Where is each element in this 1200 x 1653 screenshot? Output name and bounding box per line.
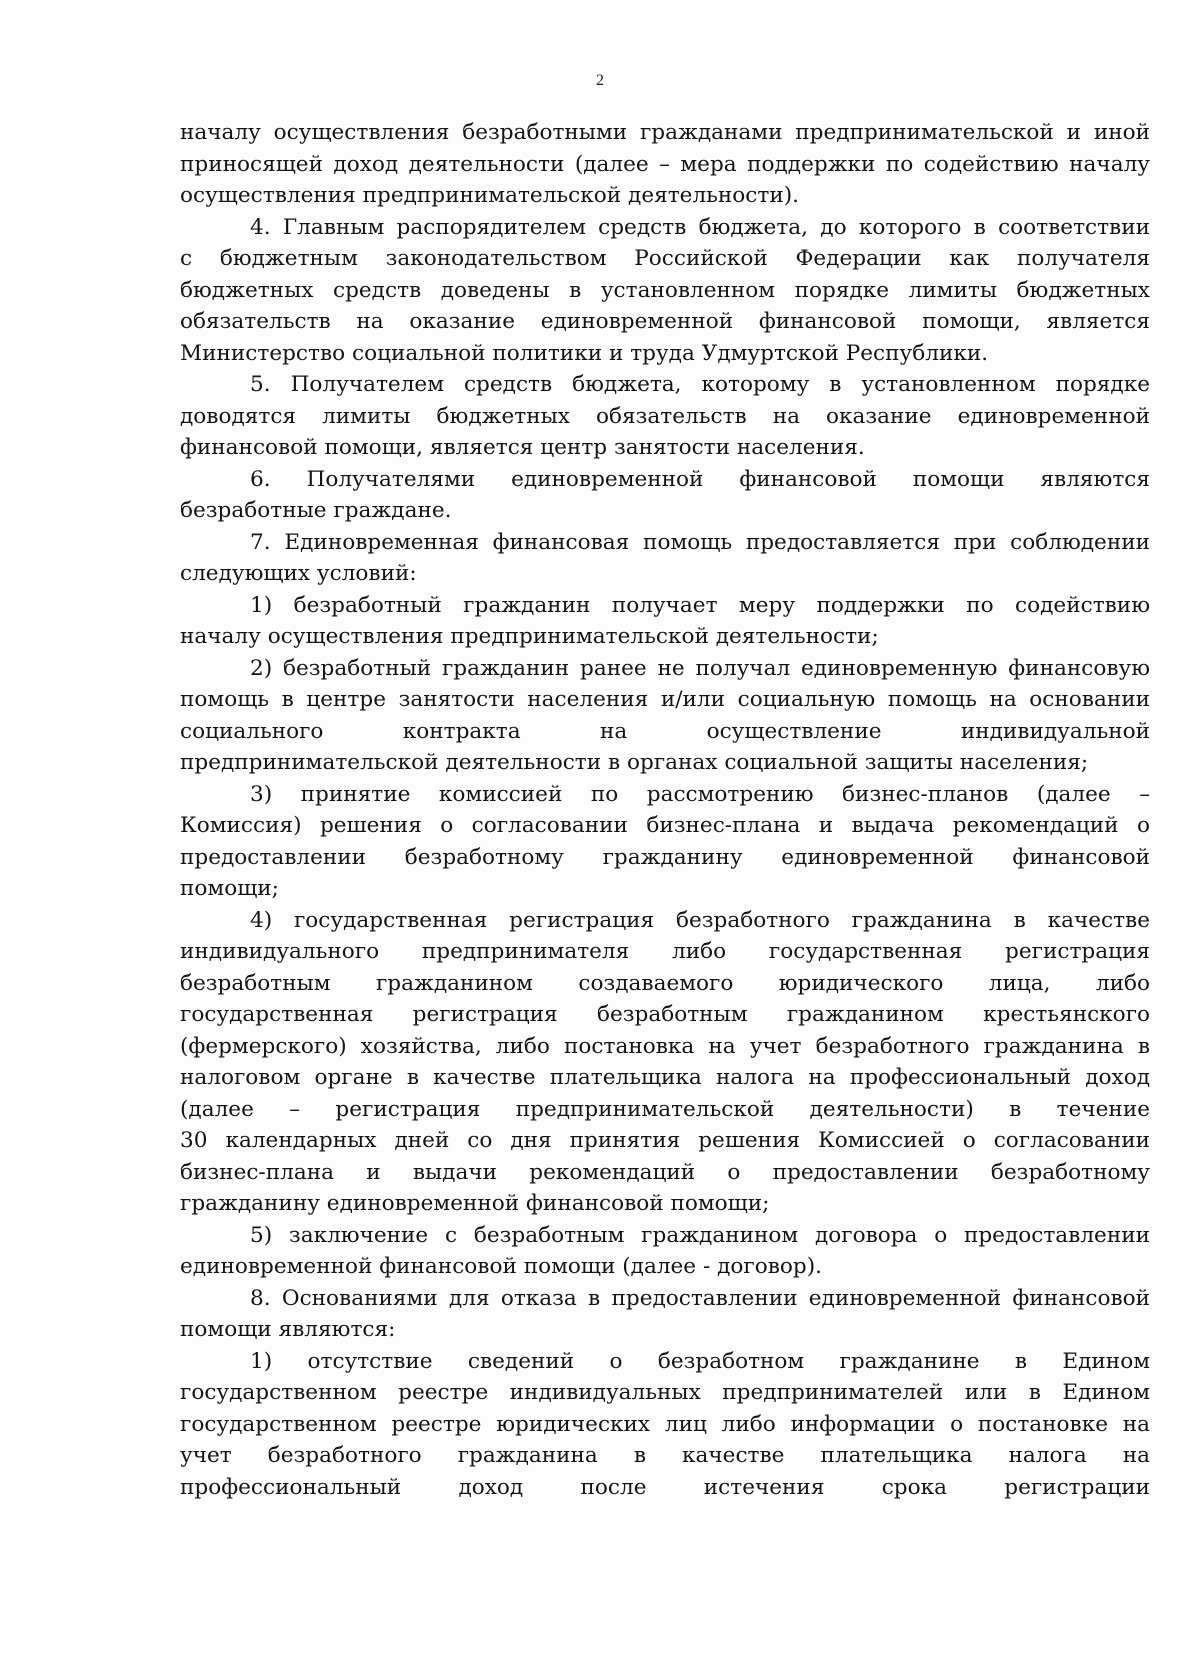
text-line: 7. Единовременная финансовая помощь предоставляется при соблюдении [250,529,1150,555]
text-line: безработным гражданином создаваемого юридического лица, либо [180,970,1150,996]
text-line: помощи являются: [180,1317,396,1342]
document-body [180,117,1150,1503]
text-line: 1) безработный гражданин получает меру поддержки по содействию [250,592,1150,618]
text-line: профессиональный доход после истечения срока регистрации [180,1474,1150,1500]
text-line: 6. Получателями единовременной финансовой помощи являются [250,466,1150,492]
page-number: 2 [596,72,604,89]
text-line: Министерство социальной политики и труда Удмуртской Республики. [180,340,989,366]
text-line: бизнес-плана и выдачи рекомендаций о предоставлении безработному [180,1159,1150,1185]
text-line: осуществления предпринимательской деятельности). [180,183,800,208]
text-line: финансовой помощи, является центр занятости населения. [180,435,865,460]
text-line: следующих условий: [180,561,417,586]
text-line: безработные граждане. [180,498,452,523]
text-line: государственном реестре индивидуальных предпринимателей или в Едином [180,1380,1150,1405]
text-line: 3) принятие комиссией по рассмотрению бизнес-планов (далее – [250,781,1150,807]
text-line: (фермерского) хозяйства, либо постановка на учет безработного гражданина в [180,1033,1150,1059]
text-line: с бюджетным законодательством Российской Федерации как получателя [180,246,1150,271]
text-line: гражданину единовременной финансовой помощи; [180,1191,770,1216]
text-line: предпринимательской деятельности в органах социальной защиты населения; [180,750,1089,775]
text-line: предоставлении безработному гражданину единовременной финансовой [180,844,1150,870]
text-line: государственная регистрация безработным гражданином крестьянского [180,1002,1150,1027]
text-line: 5) заключение с безработным гражданином договора о предоставлении [250,1222,1150,1248]
text-line: помощи; [180,876,279,901]
text-line: 4. Главным распорядителем средств бюджета, до которого в соответствии [250,214,1150,240]
text-line: началу осуществления предпринимательской деятельности; [180,624,879,649]
text-line: индивидуального предпринимателя либо государственная регистрация [180,939,1150,964]
text-line: единовременной финансовой помощи (далее - договор). [180,1254,822,1279]
text-line: 30 календарных дней со дня принятия решения Комиссией о согласовании [180,1128,1150,1153]
text-line: 8. Основаниями для отказа в предоставлении единовременной финансовой [250,1285,1150,1311]
text-line: доводятся лимиты бюджетных обязательств на оказание единовременной [180,403,1150,429]
text-line: бюджетных средств доведены в установленном порядке лимиты бюджетных [180,277,1150,303]
text-line: социального контракта на осуществление индивидуальной [180,718,1150,744]
text-line: 4) государственная регистрация безработного гражданина в качестве [250,907,1150,933]
text-line: Комиссия) решения о согласовании бизнес-плана и выдача рекомендаций о [180,813,1150,838]
text-line: государственном реестре юридических лиц либо информации о постановке на [180,1411,1150,1437]
text-line: 2) безработный гражданин ранее не получал единовременную финансовую [250,655,1150,681]
text-line: учет безработного гражданина в качестве плательщика налога на [180,1443,1150,1468]
text-line: (далее – регистрация предпринимательской деятельности) в течение [180,1096,1150,1122]
text-line: 5. Получателем средств бюджета, которому в установленном порядке [250,372,1150,397]
text-line: началу осуществления безработными гражданами предпринимательской и иной [180,120,1150,145]
text-line: обязательств на оказание единовременной финансовой помощи, является [180,309,1150,334]
text-line: налоговом органе в качестве плательщика налога на профессиональный доход [180,1065,1150,1090]
text-line: 1) отсутствие сведений о безработном гражданине в Едином [250,1348,1150,1374]
text-line: приносящей доход деятельности (далее – мера поддержки по содействию началу [180,151,1150,177]
text-line: помощь в центре занятости населения и/или социальную помощь на основании [180,687,1150,712]
